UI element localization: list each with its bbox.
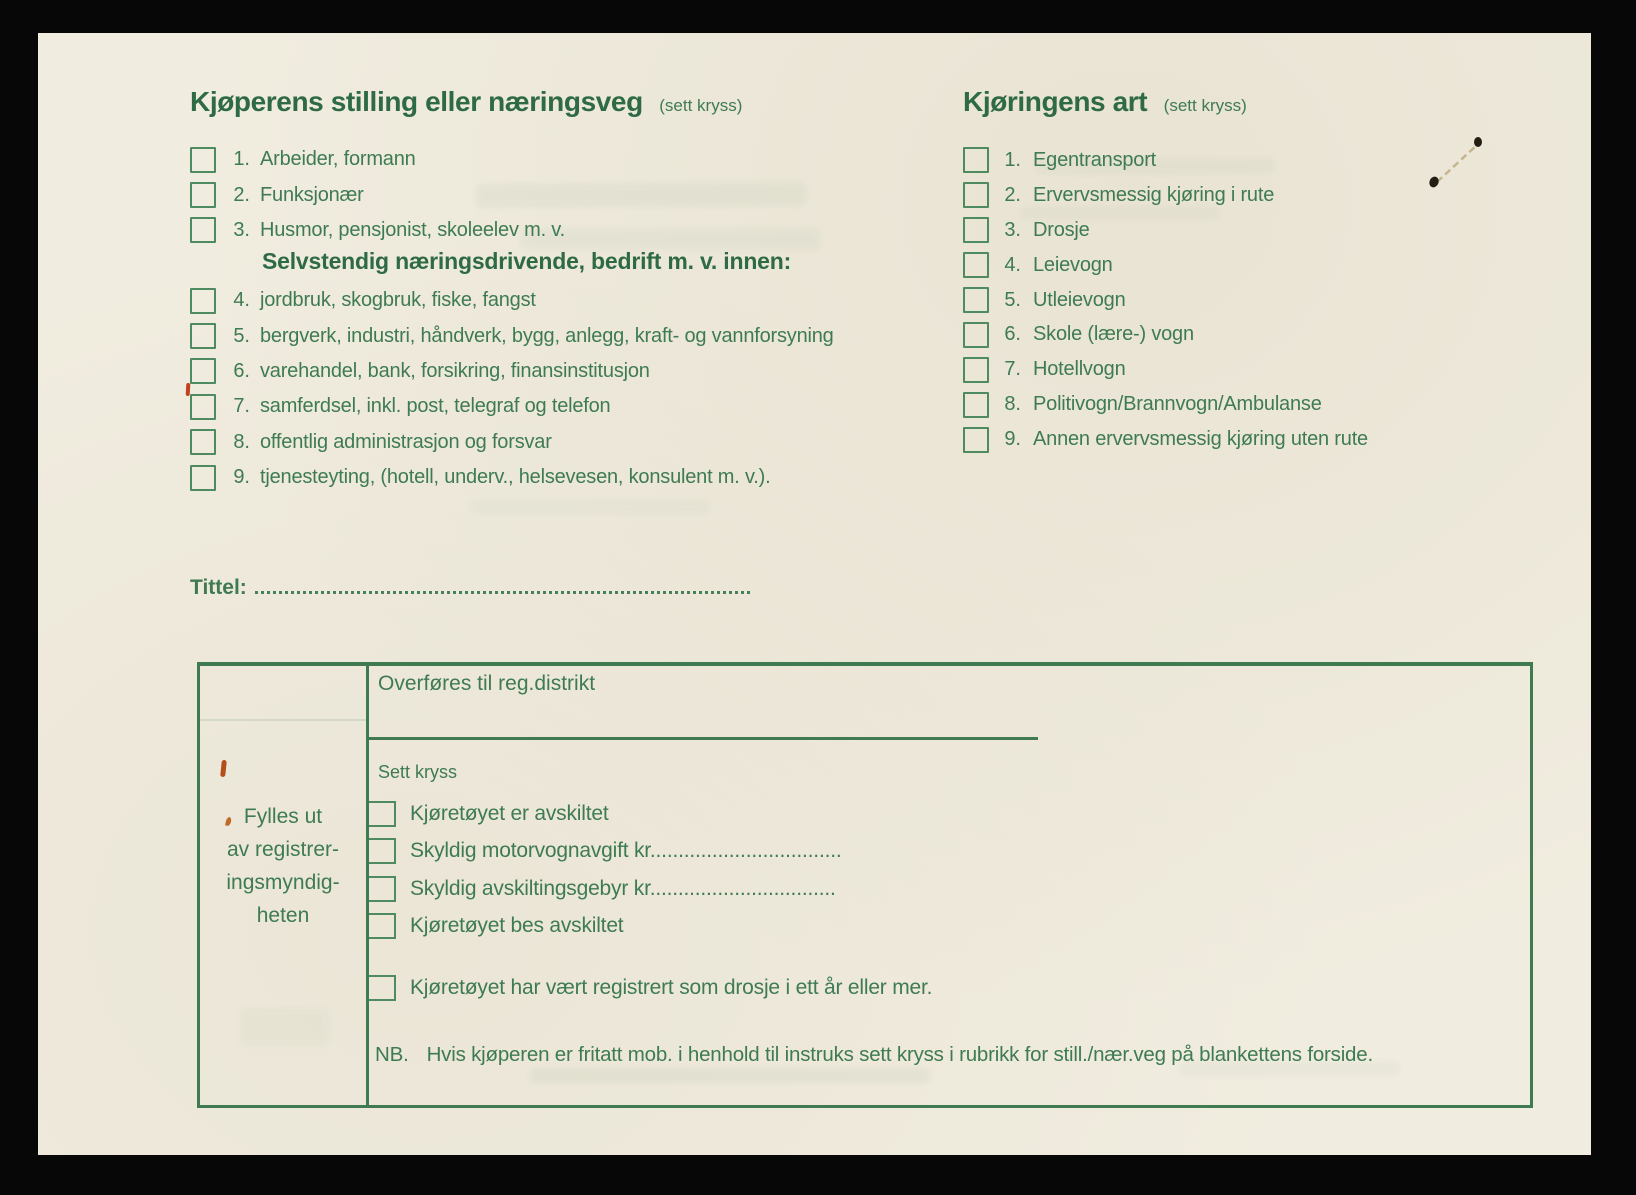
- authority-checkbox[interactable]: [369, 876, 396, 902]
- taxi-registered-label: Kjøretøyet har vært registrert som drosje i ett år eller mer.: [410, 976, 933, 999]
- self-employed-subheading: Selvstendig næringsdrivende, bedrift m. v. innen:: [262, 248, 792, 274]
- item-label: Egentransport: [1033, 148, 1157, 171]
- driving-type-item: [963, 317, 1368, 352]
- set-cross-label: Sett kryss: [378, 762, 458, 782]
- driving-type-checkbox[interactable]: [963, 252, 989, 278]
- authority-check-item: [369, 908, 841, 946]
- bleed-through-artifact: [520, 228, 820, 250]
- authority-checkbox[interactable]: [369, 913, 396, 939]
- item-number: 1.: [233, 148, 250, 171]
- item-number: 3.: [1004, 218, 1021, 241]
- occupation-item: [190, 354, 834, 389]
- nb-text: Hvis kjøperen er fritatt mob. i henhold til instruks sett kryss i rubrikk for still./nær.veg på blankettens forside.: [426, 1043, 1373, 1066]
- occupation-checkbox[interactable]: [190, 429, 216, 455]
- driving-type-item: [963, 248, 1368, 283]
- occupation-checkbox[interactable]: [190, 288, 216, 314]
- driving-type-checkbox[interactable]: [963, 147, 989, 173]
- item-number: 2.: [233, 183, 250, 206]
- occupation-checkbox[interactable]: [190, 323, 216, 349]
- occupation-checkbox[interactable]: [190, 465, 216, 491]
- registration-authority-box: [197, 662, 1533, 1108]
- transfer-district-line[interactable]: [366, 737, 1038, 740]
- side-label-line: av registrer-: [226, 838, 340, 861]
- occupation-checkbox[interactable]: [190, 358, 216, 384]
- occupation-item: [190, 460, 834, 495]
- occupation-checkbox[interactable]: [190, 394, 216, 420]
- item-label: bergverk, industri, håndverk, bygg, anlegg, kraft- og vannforsyning: [260, 324, 834, 347]
- item-label: Annen ervervsmessig kjøring uten rute: [1033, 428, 1368, 451]
- title-field-row: [190, 572, 750, 600]
- item-label: jordbruk, skogbruk, fiske, fangst: [260, 289, 536, 312]
- driving-type-heading: [963, 86, 1247, 118]
- item-label: Funksjonær: [260, 183, 364, 206]
- item-number: 4.: [233, 289, 250, 312]
- item-number: 8.: [1004, 393, 1021, 416]
- item-label: Skole (lære-) vogn: [1033, 323, 1194, 346]
- item-label: Utleievogn: [1033, 288, 1126, 311]
- item-number: 9.: [1004, 428, 1021, 451]
- faint-line: [200, 719, 366, 721]
- buyer-occupation-heading: [190, 86, 742, 118]
- set-cross-note: (sett kryss): [659, 96, 743, 115]
- item-number: 4.: [1004, 253, 1021, 276]
- item-number: 6.: [233, 359, 250, 382]
- occupation-item: [190, 389, 834, 424]
- taxi-registered-checkbox[interactable]: [369, 975, 396, 1001]
- occupation-item: [190, 142, 565, 177]
- item-number: 3.: [233, 218, 250, 241]
- driving-type-item: [963, 283, 1368, 318]
- item-label: tjenesteyting, (hotell, underv., helsevesen, konsulent m. v.).: [260, 466, 771, 489]
- red-ink-mark: [186, 383, 191, 396]
- occupation-list-business: [190, 283, 834, 495]
- title-field-label: Tittel:: [190, 576, 247, 599]
- driving-type-checkbox[interactable]: [963, 392, 989, 418]
- driving-type-item: [963, 143, 1368, 178]
- item-label: Ervervsmessig kjøring i rute: [1033, 183, 1275, 206]
- item-number: 5.: [1004, 288, 1021, 311]
- item-number: 5.: [233, 324, 250, 347]
- side-label-line: heten: [256, 904, 310, 927]
- bleed-through-artifact: [470, 500, 710, 514]
- item-number: 1.: [1004, 148, 1021, 171]
- item-label: Husmor, pensjonist, skoleelev m. v.: [260, 218, 565, 241]
- taxi-registered-item: [369, 975, 932, 1001]
- item-number: 6.: [1004, 323, 1021, 346]
- authority-check-item: [369, 870, 841, 908]
- set-cross-note: (sett kryss): [1163, 96, 1247, 115]
- item-label: offentlig administrasjon og forsvar: [260, 430, 552, 453]
- driving-type-item: [963, 178, 1368, 213]
- occupation-checkbox[interactable]: [190, 182, 216, 208]
- occupation-item: [190, 283, 834, 318]
- section-title: Kjøperens stilling eller næringsveg: [190, 86, 643, 117]
- authority-check-label: Skyldig avskiltingsgebyr kr.................................: [410, 876, 836, 900]
- section-title: Kjøringens art: [963, 86, 1148, 117]
- item-label: Leievogn: [1033, 253, 1113, 276]
- driving-type-checkbox[interactable]: [963, 357, 989, 383]
- driving-type-list: [963, 143, 1368, 457]
- authority-check-label: Kjøretøyet bes avskiltet: [410, 914, 624, 938]
- title-field-line[interactable]: [255, 572, 750, 594]
- authority-checkbox[interactable]: [369, 801, 396, 827]
- scratch-mark: [1425, 133, 1493, 191]
- item-label: Arbeider, formann: [260, 148, 416, 171]
- driving-type-item: [963, 352, 1368, 387]
- occupation-item: [190, 213, 565, 248]
- item-label: Politivogn/Brannvogn/Ambulanse: [1033, 393, 1322, 416]
- item-number: 7.: [233, 395, 250, 418]
- authority-checkbox-list: [369, 795, 841, 945]
- item-label: varehandel, bank, forsikring, finansinstitusjon: [260, 359, 650, 382]
- item-number: 9.: [233, 466, 250, 489]
- item-number: 7.: [1004, 358, 1021, 381]
- occupation-item: [190, 425, 834, 460]
- item-number: 2.: [1004, 183, 1021, 206]
- driving-type-item: [963, 387, 1368, 422]
- occupation-list-personal: [190, 142, 565, 248]
- authority-check-item: [369, 795, 841, 833]
- authority-check-item: [369, 833, 841, 871]
- transfer-district-label: Overføres til reg.distrikt: [378, 672, 596, 695]
- authority-check-label: Skyldig motorvognavgift kr..................................: [410, 839, 842, 863]
- driving-type-checkbox[interactable]: [963, 427, 989, 453]
- occupation-checkbox[interactable]: [190, 147, 216, 173]
- item-label: samferdsel, inkl. post, telegraf og telefon: [260, 395, 611, 418]
- driving-type-item: [963, 422, 1368, 457]
- nb-label: NB.: [375, 1043, 409, 1066]
- driving-type-checkbox[interactable]: [963, 322, 989, 348]
- occupation-item: [190, 177, 565, 212]
- driving-type-checkbox[interactable]: [963, 217, 989, 243]
- authority-check-label: Kjøretøyet er avskiltet: [410, 801, 609, 825]
- side-label-line: Fylles ut: [243, 805, 323, 828]
- nb-note-row: [375, 1043, 1373, 1067]
- driving-type-item: [963, 213, 1368, 248]
- item-label: Hotellvogn: [1033, 358, 1126, 381]
- driving-type-checkbox[interactable]: [963, 182, 989, 208]
- filled-by-authority-label: [200, 800, 366, 932]
- item-label: Drosje: [1033, 218, 1090, 241]
- occupation-checkbox[interactable]: [190, 217, 216, 243]
- item-number: 8.: [233, 430, 250, 453]
- driving-type-checkbox[interactable]: [963, 287, 989, 313]
- side-label-line: ingsmyndig-: [226, 871, 340, 894]
- authority-checkbox[interactable]: [369, 838, 396, 864]
- occupation-item: [190, 318, 834, 353]
